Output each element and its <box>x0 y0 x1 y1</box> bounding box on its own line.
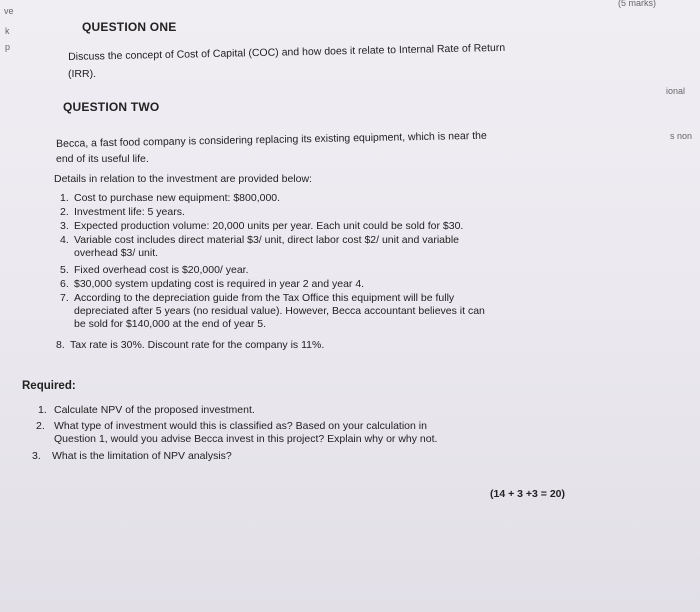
list-item-number: 3. <box>32 450 41 462</box>
list-item <box>36 420 596 448</box>
question-one-title: QUESTION ONE <box>82 20 177 34</box>
list-item <box>60 192 620 206</box>
list-item-text: Cost to purchase new equipment: $800,000. <box>74 192 281 204</box>
list-item <box>60 206 620 220</box>
question-two-intro-line1: Becca, a fast food company is considering replacing its existing equipment, which is near the <box>56 129 487 150</box>
question-two-title: QUESTION TWO <box>63 100 160 114</box>
list-item-text: Expected production volume: 20,000 units per year. Each unit could be sold for $30. <box>74 220 464 232</box>
list-item-text: Fixed overhead cost is $20,000/ year. <box>74 264 249 276</box>
edge-fragment-left-mid1: k <box>5 26 10 36</box>
list-item-text-cont: depreciated after 5 years (no residual value). However, Becca accountant believes it can <box>74 305 485 317</box>
list-item-number: 3. <box>60 220 69 232</box>
list-item-number: 5. <box>60 264 69 276</box>
list-item-text-cont: be sold for $140,000 at the end of year 5. <box>74 318 267 330</box>
required-list <box>32 404 598 464</box>
list-item-text-cont: Question 1, would you advise Becca invest in this project? Explain why or why not. <box>54 433 438 445</box>
question-one-prompt-line1: Discuss the concept of Cost of Capital (COC) and how does it relate to Internal Rate of Return <box>68 41 506 63</box>
list-item <box>38 404 598 418</box>
list-item-number: 6. <box>60 278 69 290</box>
question-one-prompt-line2: (IRR). <box>68 68 96 80</box>
details-heading: Details in relation to the investment are provided below: <box>54 173 312 185</box>
list-item-number: 2. <box>36 420 45 432</box>
list-item-text: Investment life: 5 years. <box>74 206 185 218</box>
edge-fragment-right-mid2: s non <box>670 131 693 141</box>
edge-fragment-right-mid1: ional <box>666 86 686 96</box>
edge-fragment-right-top: (5 marks) <box>618 0 656 8</box>
list-item-text: Calculate NPV of the proposed investment. <box>54 404 255 416</box>
edge-fragment-left-mid2: p <box>5 42 11 52</box>
list-item-text: What is the limitation of NPV analysis? <box>52 450 232 462</box>
list-item-text: Variable cost includes direct material $3/ unit, direct labor cost $2/ unit and variable <box>74 234 460 246</box>
list-item-number: 4. <box>60 234 69 246</box>
list-item-text: What type of investment would this is classified as? Based on your calculation in <box>54 420 427 432</box>
question-two-intro-line2: end of its useful life. <box>56 153 149 165</box>
list-item <box>32 450 592 464</box>
list-item <box>60 264 620 278</box>
list-item-text: According to the depreciation guide from the Tax Office this equipment will be fully <box>74 292 455 304</box>
list-item <box>56 339 616 353</box>
list-item <box>60 234 620 262</box>
list-item-number: 8. <box>56 339 65 351</box>
list-item-text: $30,000 system updating cost is required in year 2 and year 4. <box>74 278 365 290</box>
required-title: Required: <box>22 380 76 392</box>
list-item <box>60 220 620 234</box>
details-list <box>56 192 620 367</box>
edge-fragment-left-top: ve <box>4 6 14 16</box>
list-item-text: Tax rate is 30%. Discount rate for the company is 11%. <box>70 339 325 351</box>
list-item-text-cont: overhead $3/ unit. <box>74 247 159 259</box>
list-item <box>60 292 620 334</box>
list-item-number: 1. <box>38 404 47 416</box>
marks-total: (14 + 3 +3 = 20) <box>490 488 566 500</box>
list-item <box>60 278 620 292</box>
list-item-number: 1. <box>60 192 69 204</box>
list-item-number: 7. <box>60 292 69 304</box>
list-item-number: 2. <box>60 206 69 218</box>
